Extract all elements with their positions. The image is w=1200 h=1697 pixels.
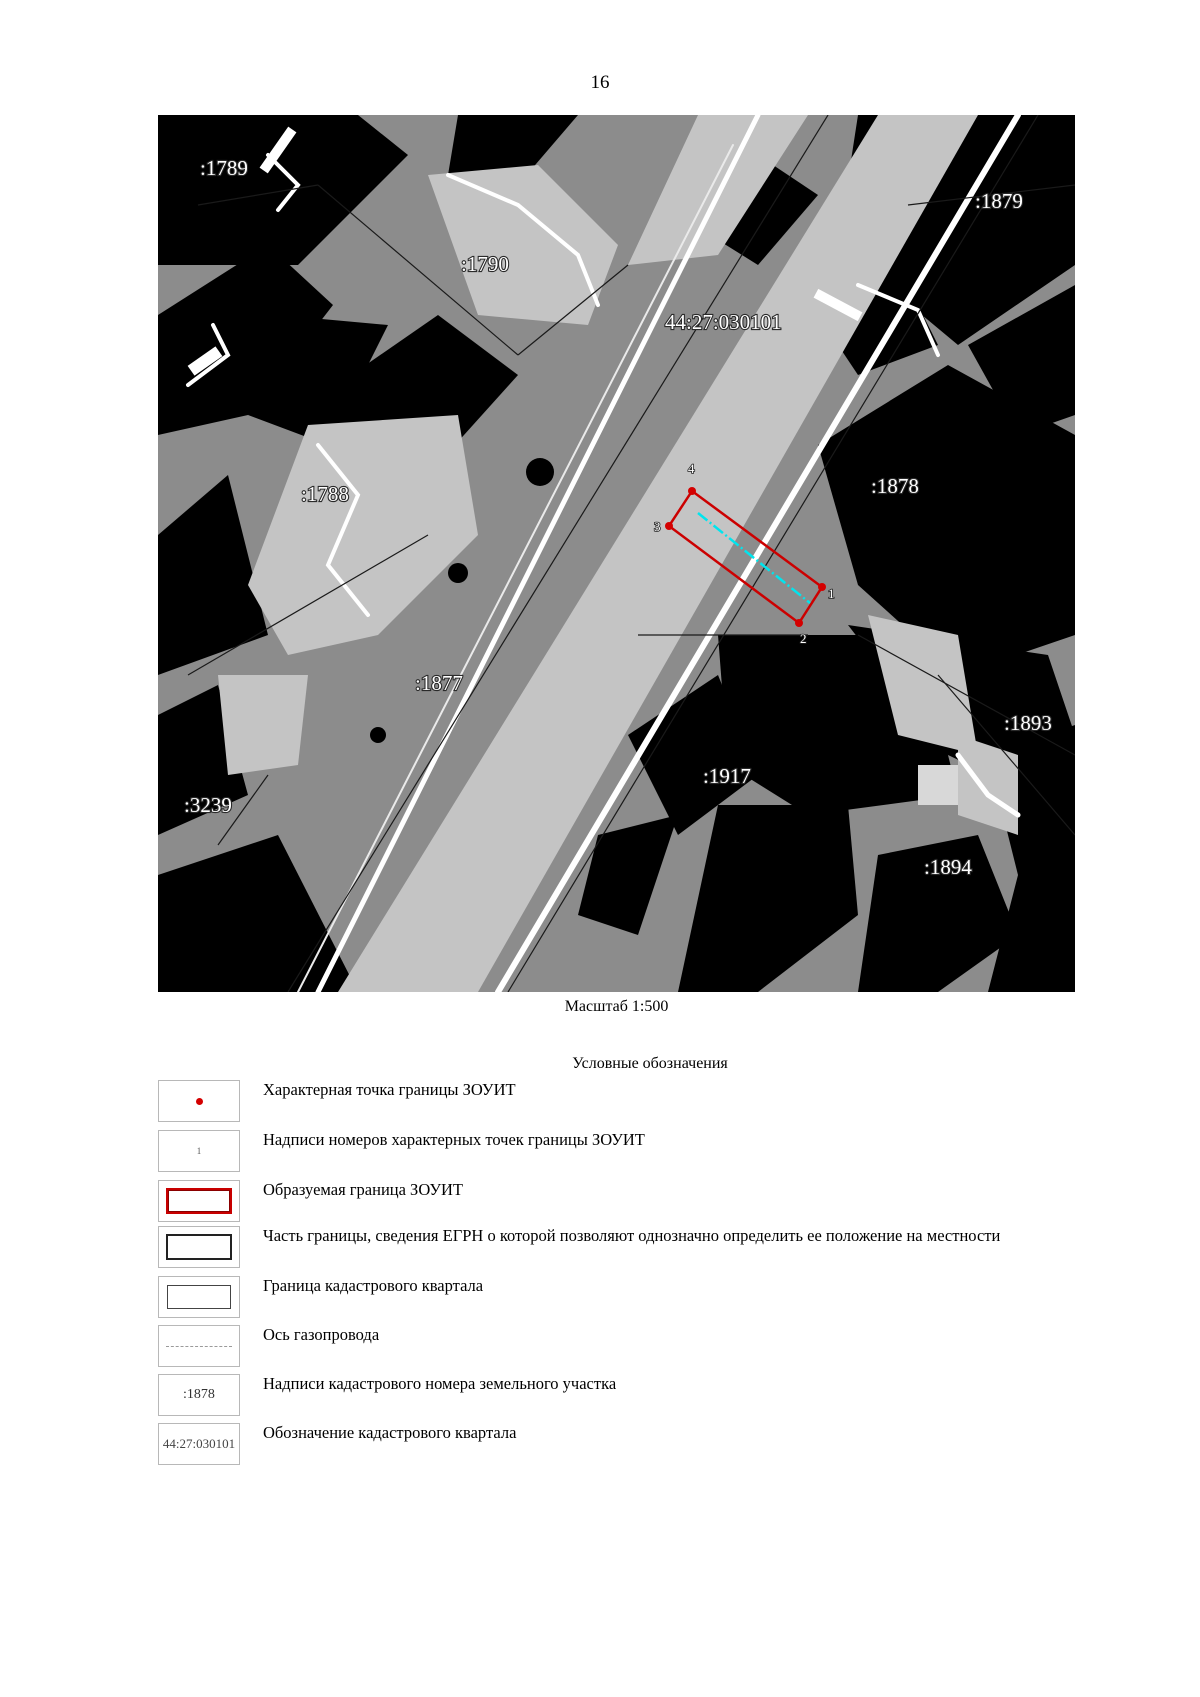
parcel-label-3239: :3239: [184, 793, 232, 817]
parcel-label-1789: :1789: [200, 156, 248, 180]
point-label-2: 2: [800, 631, 807, 646]
cadastral-map[interactable]: [158, 115, 1075, 992]
parcel-label-1877: :1877: [415, 671, 463, 695]
legend-text: Обозначение кадастрового квартала: [263, 1423, 517, 1442]
parcel-label-1893: :1893: [1004, 711, 1052, 735]
legend-text: Надписи кадастрового номера земельного участка: [263, 1374, 617, 1393]
point-label-1: 1: [828, 586, 835, 601]
parcel-label-1790: :1790: [461, 252, 509, 276]
legend-text: Ось газопровода: [263, 1325, 380, 1344]
boundary-point-1[interactable]: [818, 583, 826, 591]
parcel-label-1878: :1878: [871, 474, 919, 498]
legend-text: Образуемая граница ЗОУИТ: [263, 1180, 463, 1199]
point-label-3: 3: [654, 519, 661, 534]
legend-symbol-point-number: 1: [158, 1130, 240, 1172]
legend-symbol-parcel-number: :1878: [158, 1374, 240, 1416]
page-number: 16: [590, 72, 610, 93]
boundary-point-2[interactable]: [795, 619, 803, 627]
parcel-label-1917: :1917: [703, 764, 751, 788]
legend-text: Часть границы, сведения ЕГРН о которой позволяют однозначно определить ее положение на местности: [263, 1226, 1001, 1245]
point-label-4: 4: [688, 461, 695, 476]
legend-symbol-gray-rectangle: [158, 1276, 240, 1318]
quarter-label: 44:27:030101: [665, 310, 782, 334]
parcel-label-1788: :1788: [301, 482, 349, 506]
parcel-label-1894: :1894: [924, 855, 972, 879]
legend-title: Условные обозначения: [572, 1055, 728, 1072]
legend-symbol-red-rectangle: [158, 1180, 240, 1222]
boundary-point-3[interactable]: [665, 522, 673, 530]
map-scale: Масштаб 1:500: [564, 998, 669, 1015]
legend-text: Граница кадастрового квартала: [263, 1276, 484, 1295]
legend-text: Характерная точка границы ЗОУИТ: [263, 1080, 516, 1099]
legend-text: Надписи номеров характерных точек границы ЗОУИТ: [263, 1130, 645, 1149]
legend-symbol-red-dot: [158, 1080, 240, 1122]
legend-symbol-black-rectangle: [158, 1226, 240, 1268]
legend-symbol-dashed-line: [158, 1325, 240, 1367]
legend-symbol-quarter-number: 44:27:030101: [158, 1423, 240, 1465]
parcel-label-1879: :1879: [975, 189, 1023, 213]
boundary-point-4[interactable]: [688, 487, 696, 495]
